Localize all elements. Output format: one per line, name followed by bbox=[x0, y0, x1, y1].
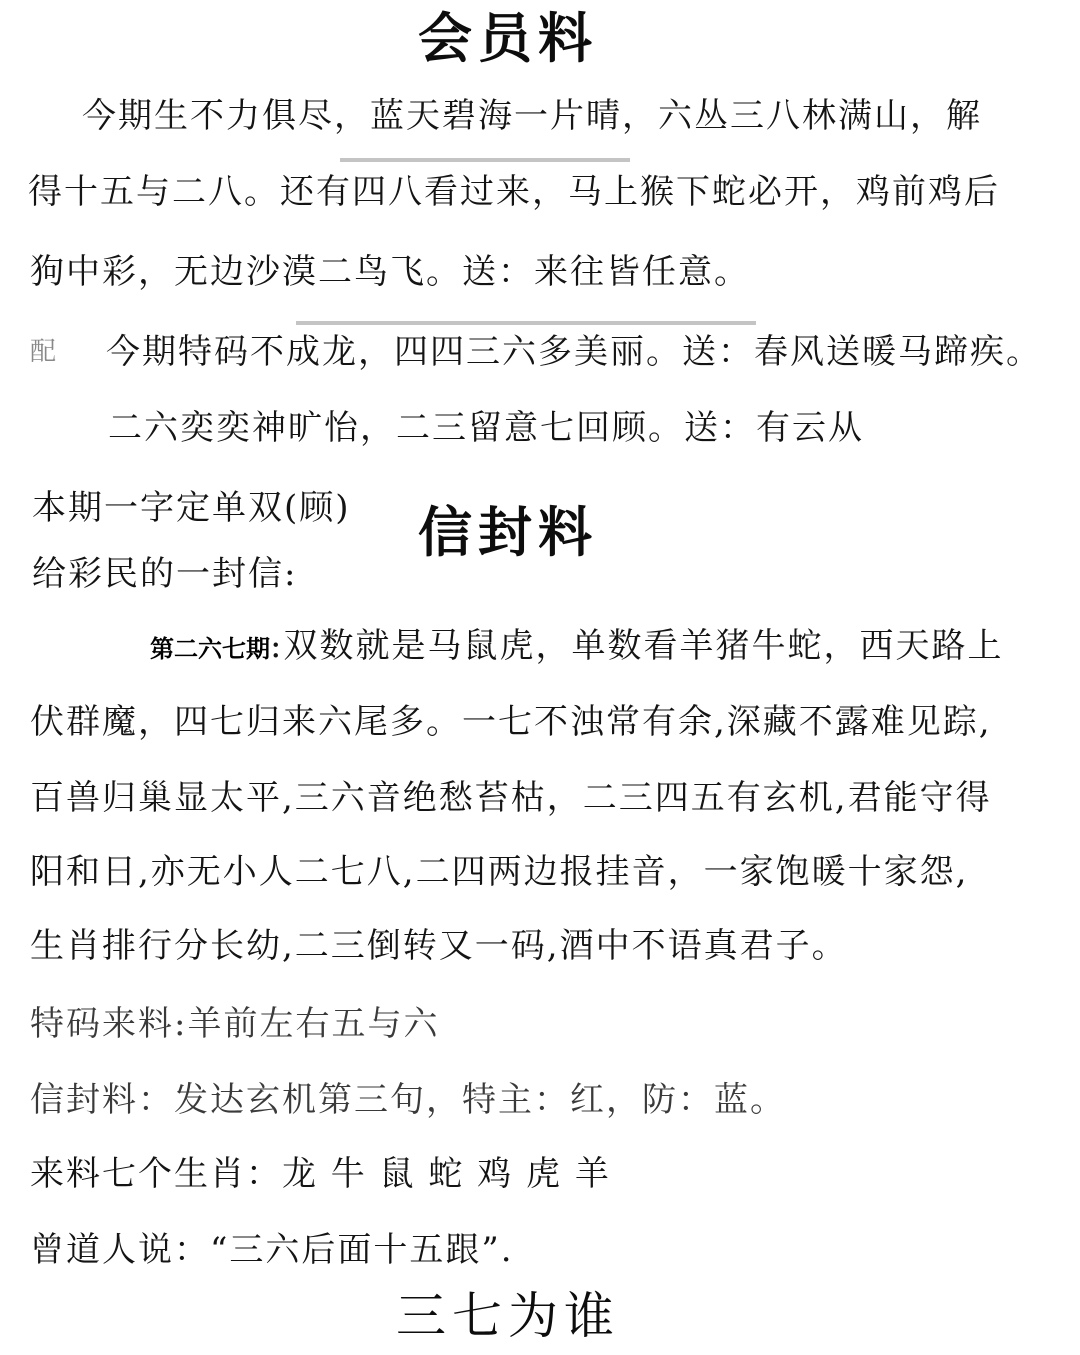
envelope-line-4: 阳和日,亦无小人二七八,二四两边报挂音，一家饱暖十家怨, bbox=[30, 852, 969, 892]
envelope-section-title: 信封料 bbox=[418, 500, 598, 564]
bottom-title: 三七为谁 bbox=[396, 1287, 620, 1345]
scan-noise bbox=[296, 321, 756, 325]
taoist-saying-line: 曾道人说：“三六后面十五跟”. bbox=[30, 1230, 514, 1270]
envelope-line-3: 百兽归巢显太平,三六音绝愁苔枯，二三四五有玄机,君能守得 bbox=[30, 778, 992, 818]
member-line-3: 狗中彩，无边沙漠二鸟飞。送：来往皆任意。 bbox=[30, 252, 750, 292]
period-label: 第二六七期 bbox=[150, 635, 270, 663]
member-line-2: 得十五与二八。还有四八看过来，马上猴下蛇必开，鸡前鸡后 bbox=[28, 172, 1000, 212]
letter-intro: 给彩民的一封信: bbox=[32, 554, 298, 594]
envelope-material-line: 信封料：发达玄机第三句，特主：红，防：蓝。 bbox=[30, 1080, 786, 1120]
envelope-line-1 bbox=[150, 626, 1003, 669]
scan-noise bbox=[340, 158, 630, 162]
member-line-1: 今期生不力俱尽，蓝天碧海一片晴，六丛三八林满山，解 bbox=[82, 96, 982, 136]
special-code-line: 特码来料:羊前左右五与六 bbox=[30, 1004, 440, 1044]
envelope-line-5: 生肖排行分长幼,二三倒转又一码,酒中不语真君子。 bbox=[30, 926, 848, 966]
envelope-line-1-text: :双数就是马鼠虎，单数看羊猪牛蛇，西天路上 bbox=[270, 626, 1004, 666]
envelope-line-2: 伏群魔，四七归来六尾多。一七不浊常有余,深藏不露难见踪, bbox=[30, 702, 992, 742]
member-section-title: 会员料 bbox=[418, 6, 598, 70]
danshuang-line: 本期一字定单双(顾) bbox=[32, 488, 351, 528]
member-line-5: 二六奕奕神旷怡，二三留意七回顾。送：有云从 bbox=[108, 408, 864, 448]
member-line-4: 今期特码不成龙，四四三六多美丽。送：春风送暖马蹄疾。 bbox=[106, 332, 1042, 372]
seven-zodiacs-line: 来料七个生肖：龙 牛 鼠 蛇 鸡 虎 羊 bbox=[30, 1154, 611, 1194]
member-margin-fragment: 配 bbox=[30, 337, 59, 367]
